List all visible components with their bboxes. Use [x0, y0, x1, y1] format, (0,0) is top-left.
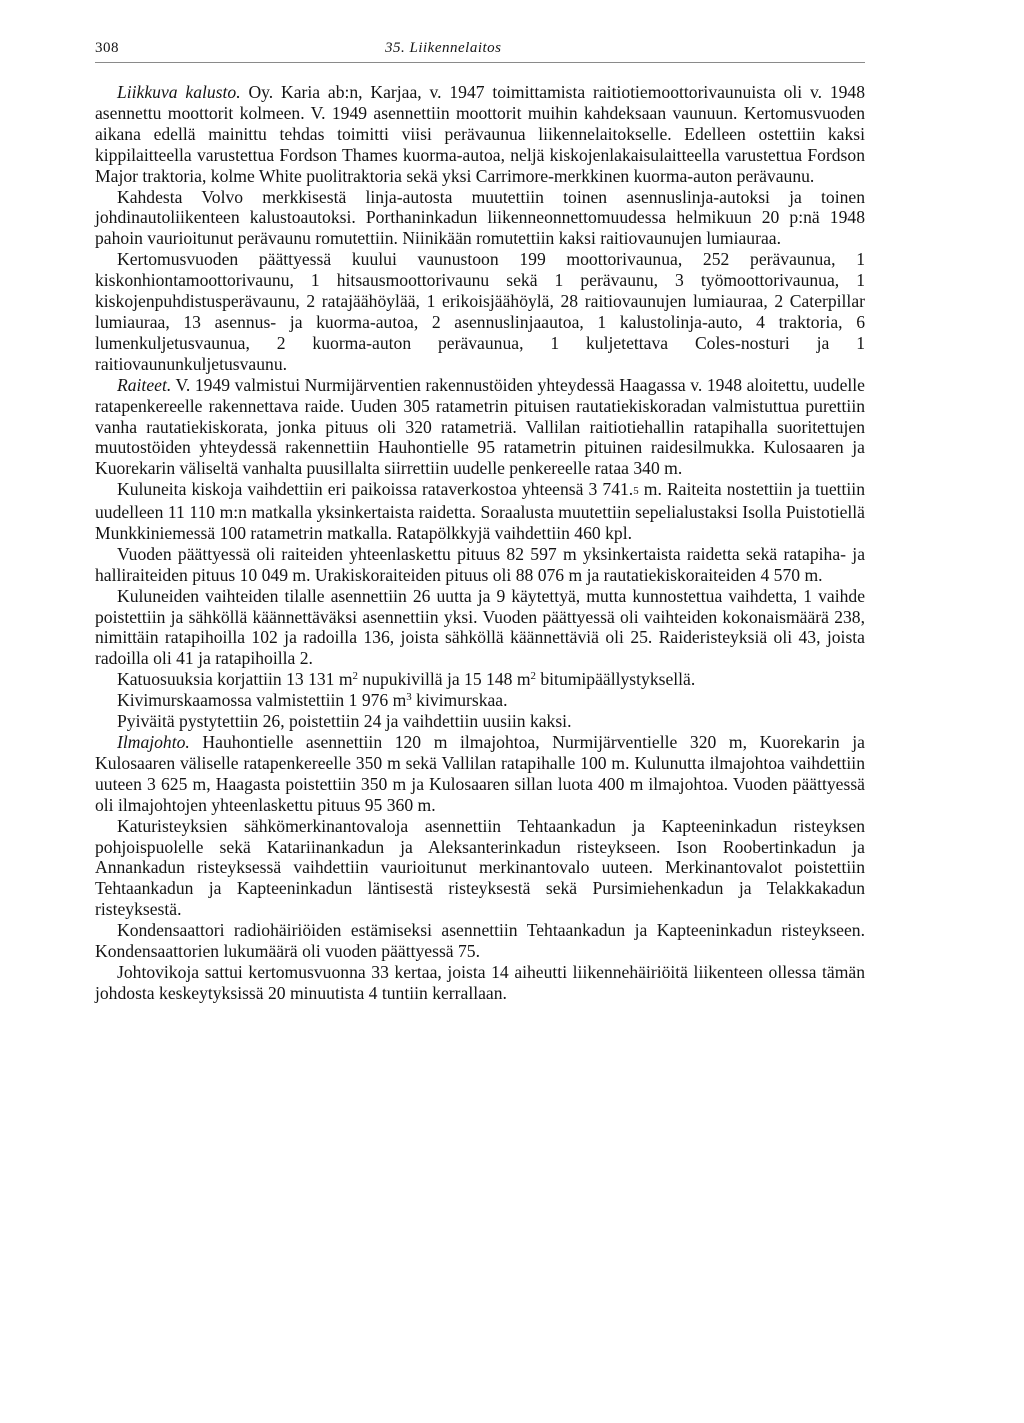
paragraph-text: Kuluneita kiskoja vaihdettiin eri paikoissa rataverkostoa yhteensä 3 741.	[117, 479, 634, 500]
section-heading-rolling-stock: Liikkuva kalusto.	[117, 82, 241, 102]
paragraph-text: m. Raiteita nostettiin ja tuettiin uudelleen 11 110 m:n matkalla yksinkertaista raidetta. Soraalusta muutettiin sepelialustaksi Isolla Puistotiellä Munkkiniemessä 100 ratametrin matkalla. Ratapölkkyjä vaihdettiin 460 kpl.	[95, 479, 865, 543]
paragraph-crushed-stone	[95, 690, 865, 711]
paragraph-rolling-stock	[95, 82, 865, 187]
paragraph-text: nupukivillä ja 15 148 m	[358, 669, 531, 690]
paragraph-tracks	[95, 375, 865, 480]
paragraph-text: V. 1949 valmistui Nurmijärventien rakennustöiden yhteydessä Haagassa v. 1948 aloitettu, uudelle ratapenkereelle rakennettava raide. Uuden 305 ratametrin pituisen rautatiekiskoradan valmistuttua purettiin vanha rautatiekiskorata, jonka pituus oli 320 ratametriä. Vallilan raitiotiehallin ratapihalla suoritettujen muutostöiden yhteydessä rakennettiin Hauhontielle 95 ratametrin pituinen raidesilmukka. Kulosaaren ja Kuorekarin väliseltä vanhalta puusillalta siirrettiin uudelle penkereelle rataa 340 m.	[95, 374, 865, 479]
paragraph: Kahdesta Volvo merkkisestä linja-autosta muutettiin toinen asennuslinja-autoksi ja toinen johdinautoliikenteen kalustoautoksi. Porthaninkadun liikenneonnettomuudessa helmikuun 20 p:nä 1948 pahoin vaurioitunut perävaunu romutettiin. Niinikään romutettiin kaksi raitiovaunujen lumiauraa.	[95, 186, 865, 249]
paragraph-line-faults: Johtovikoja sattui kertomusvuonna 33 kertaa, joista 14 aiheutti liikennehäiriöitä liikenteen ollessa tämän johdosta keskeytyksissä 20 minuutista 4 tuntiin kerrallaan.	[95, 961, 865, 1003]
superscript: 3	[406, 691, 412, 704]
paragraph: Vuoden päättyessä oli raiteiden yhteenlaskettu pituus 82 597 m yksinkertaista raidetta sekä ratapiha- ja halliraiteiden pituus 10 049 m. Urakiskoraiteiden pituus oli 88 076 m ja rautatiekiskoraiteiden 4 570 m.	[95, 543, 865, 585]
section-heading-overhead-line: Ilmajohto.	[117, 732, 190, 753]
paragraph-street-sections	[95, 669, 865, 690]
paragraph-text: Oy. Karia ab:n, Karjaa, v. 1947 toimittamista raitiotiemoottorivaunuista oli v. 1948 asennettu moottorit kolmeen. V. 1949 asennettiin moottorit muihin kahdeksaan vaunuun. Kertomusvuoden aikana edellä mainittu tehdas toimitti viisi perävaunua liikennelaitokselle. Edelleen ostettiin kaksi kippilaitteella varustettua Fordson Thames kuorma-autoa, neljä kiskojenlakaisulaitteella varustettua Fordson Major traktoria, kolme White puolitraktoria sekä yksi Carrimore-merkkinen kuorma-auton perävaunu.	[95, 82, 866, 186]
section-heading-tracks: Raiteet.	[117, 374, 172, 395]
superscript: 2	[530, 670, 536, 683]
decimal-digit: 5	[633, 485, 639, 498]
paragraph-overhead-line	[95, 732, 865, 816]
paragraph-text: Katuosuuksia korjattiin 13 131 m	[117, 669, 353, 690]
paragraph	[95, 479, 865, 544]
running-head: 35. Liikennelaitos	[385, 40, 502, 56]
page-header	[95, 40, 865, 64]
paragraph-text: bitumipäällystyksellä.	[535, 669, 696, 690]
paragraph-text: kivimurskaa.	[411, 690, 508, 711]
paragraph-signal-lights: Katuristeyksien sähkömerkinantovaloja asennettiin Tehtaankadun ja Kapteeninkadun risteyksen pohjoispuolelle sekä Katariinankadun ja Aleksanterinkadun risteykseen. Ison Roobertinkadun ja Annankadun risteyksessä vaihdettiin vaurioitunut merkinantovalo uuteen. Merkinantovalot poistettiin Tehtaankadun ja Kapteeninkadun läntisestä risteyksestä sekä Pursimiehenkadun ja Telakkakadun risteyksestä.	[95, 815, 865, 920]
body-text	[95, 82, 865, 1004]
paragraph-switches: Kuluneiden vaihteiden tilalle asennettiin 26 uutta ja 9 käytettyä, mutta kunnostettua vaihdetta, 1 vaihde poistettiin ja sähköllä käännettäväksi asennettiin yksi. Vuoden päättyessä oli vaihteiden kokonaismäärä 238, nimittäin ratapihoilla 102 ja radoilla 136, joista sähköllä käännettäviä oli 25. Raideristeyksiä oli 43, joista radoilla oli 41 ja ratapihoilla 2.	[95, 585, 865, 669]
paragraph-text: Kivimurskaamossa valmistettiin 1 976 m	[117, 690, 407, 711]
page-number: 308	[95, 40, 119, 56]
paragraph-text: Hauhontielle asennettiin 120 m ilmajohtoa, Nurmijärventielle 320 m, Kuorekarin ja Kulosaaren väliselle ratapenkereelle 350 m sekä Vallilan ratapihalle 100 m. Kulunutta ilmajohtoa vaihdettiin uuteen 3 625 m, Haagasta poistettiin 350 m ja Kulosaaren sillan luota 400 m ilmajohtoa. Vuoden päättyessä oli ilmajohtojen yhteenlaskettu pituus 95 360 m.	[95, 732, 865, 815]
header-rule	[95, 62, 865, 63]
superscript: 2	[352, 670, 358, 683]
paragraph-capacitor: Kondensaattori radiohäiriöiden estämiseksi asennettiin Tehtaankadun ja Kapteeninkadun risteykseen. Kondensaattorien lukumäärä oli vuoden päättyessä 75.	[95, 920, 865, 962]
paragraph-vehicle-inventory: Kertomusvuoden päättyessä kuului vaunustoon 199 moottorivaunua, 252 perävaunua, 1 kiskonhiontamoottorivaunu, 1 hitsausmoottorivaunu sekä 1 perävaunu, 3 työmoottorivaunua, 1 kiskojenpuhdistusperävaunu, 2 ratajäähöylää, 1 erikoisjäähöylä, 28 raitiovaunujen lumiauraa, 2 Caterpillar lumiauraa, 13 asennus- ja kuorma-autoa, 2 asennuslinjaautoa, 1 kalustolinja-auto, 4 traktoria, 6 lumenkuljetusvaunua, 2 kuorma-auton perävaunua, 1 kuljetettava Coles-nosturi ja 1 raitiovaununkuljetusvaunu.	[95, 249, 865, 374]
paragraph-poles: Pyiväitä pystytettiin 26, poistettiin 24 ja vaihdettiin uusiin kaksi.	[117, 711, 572, 732]
